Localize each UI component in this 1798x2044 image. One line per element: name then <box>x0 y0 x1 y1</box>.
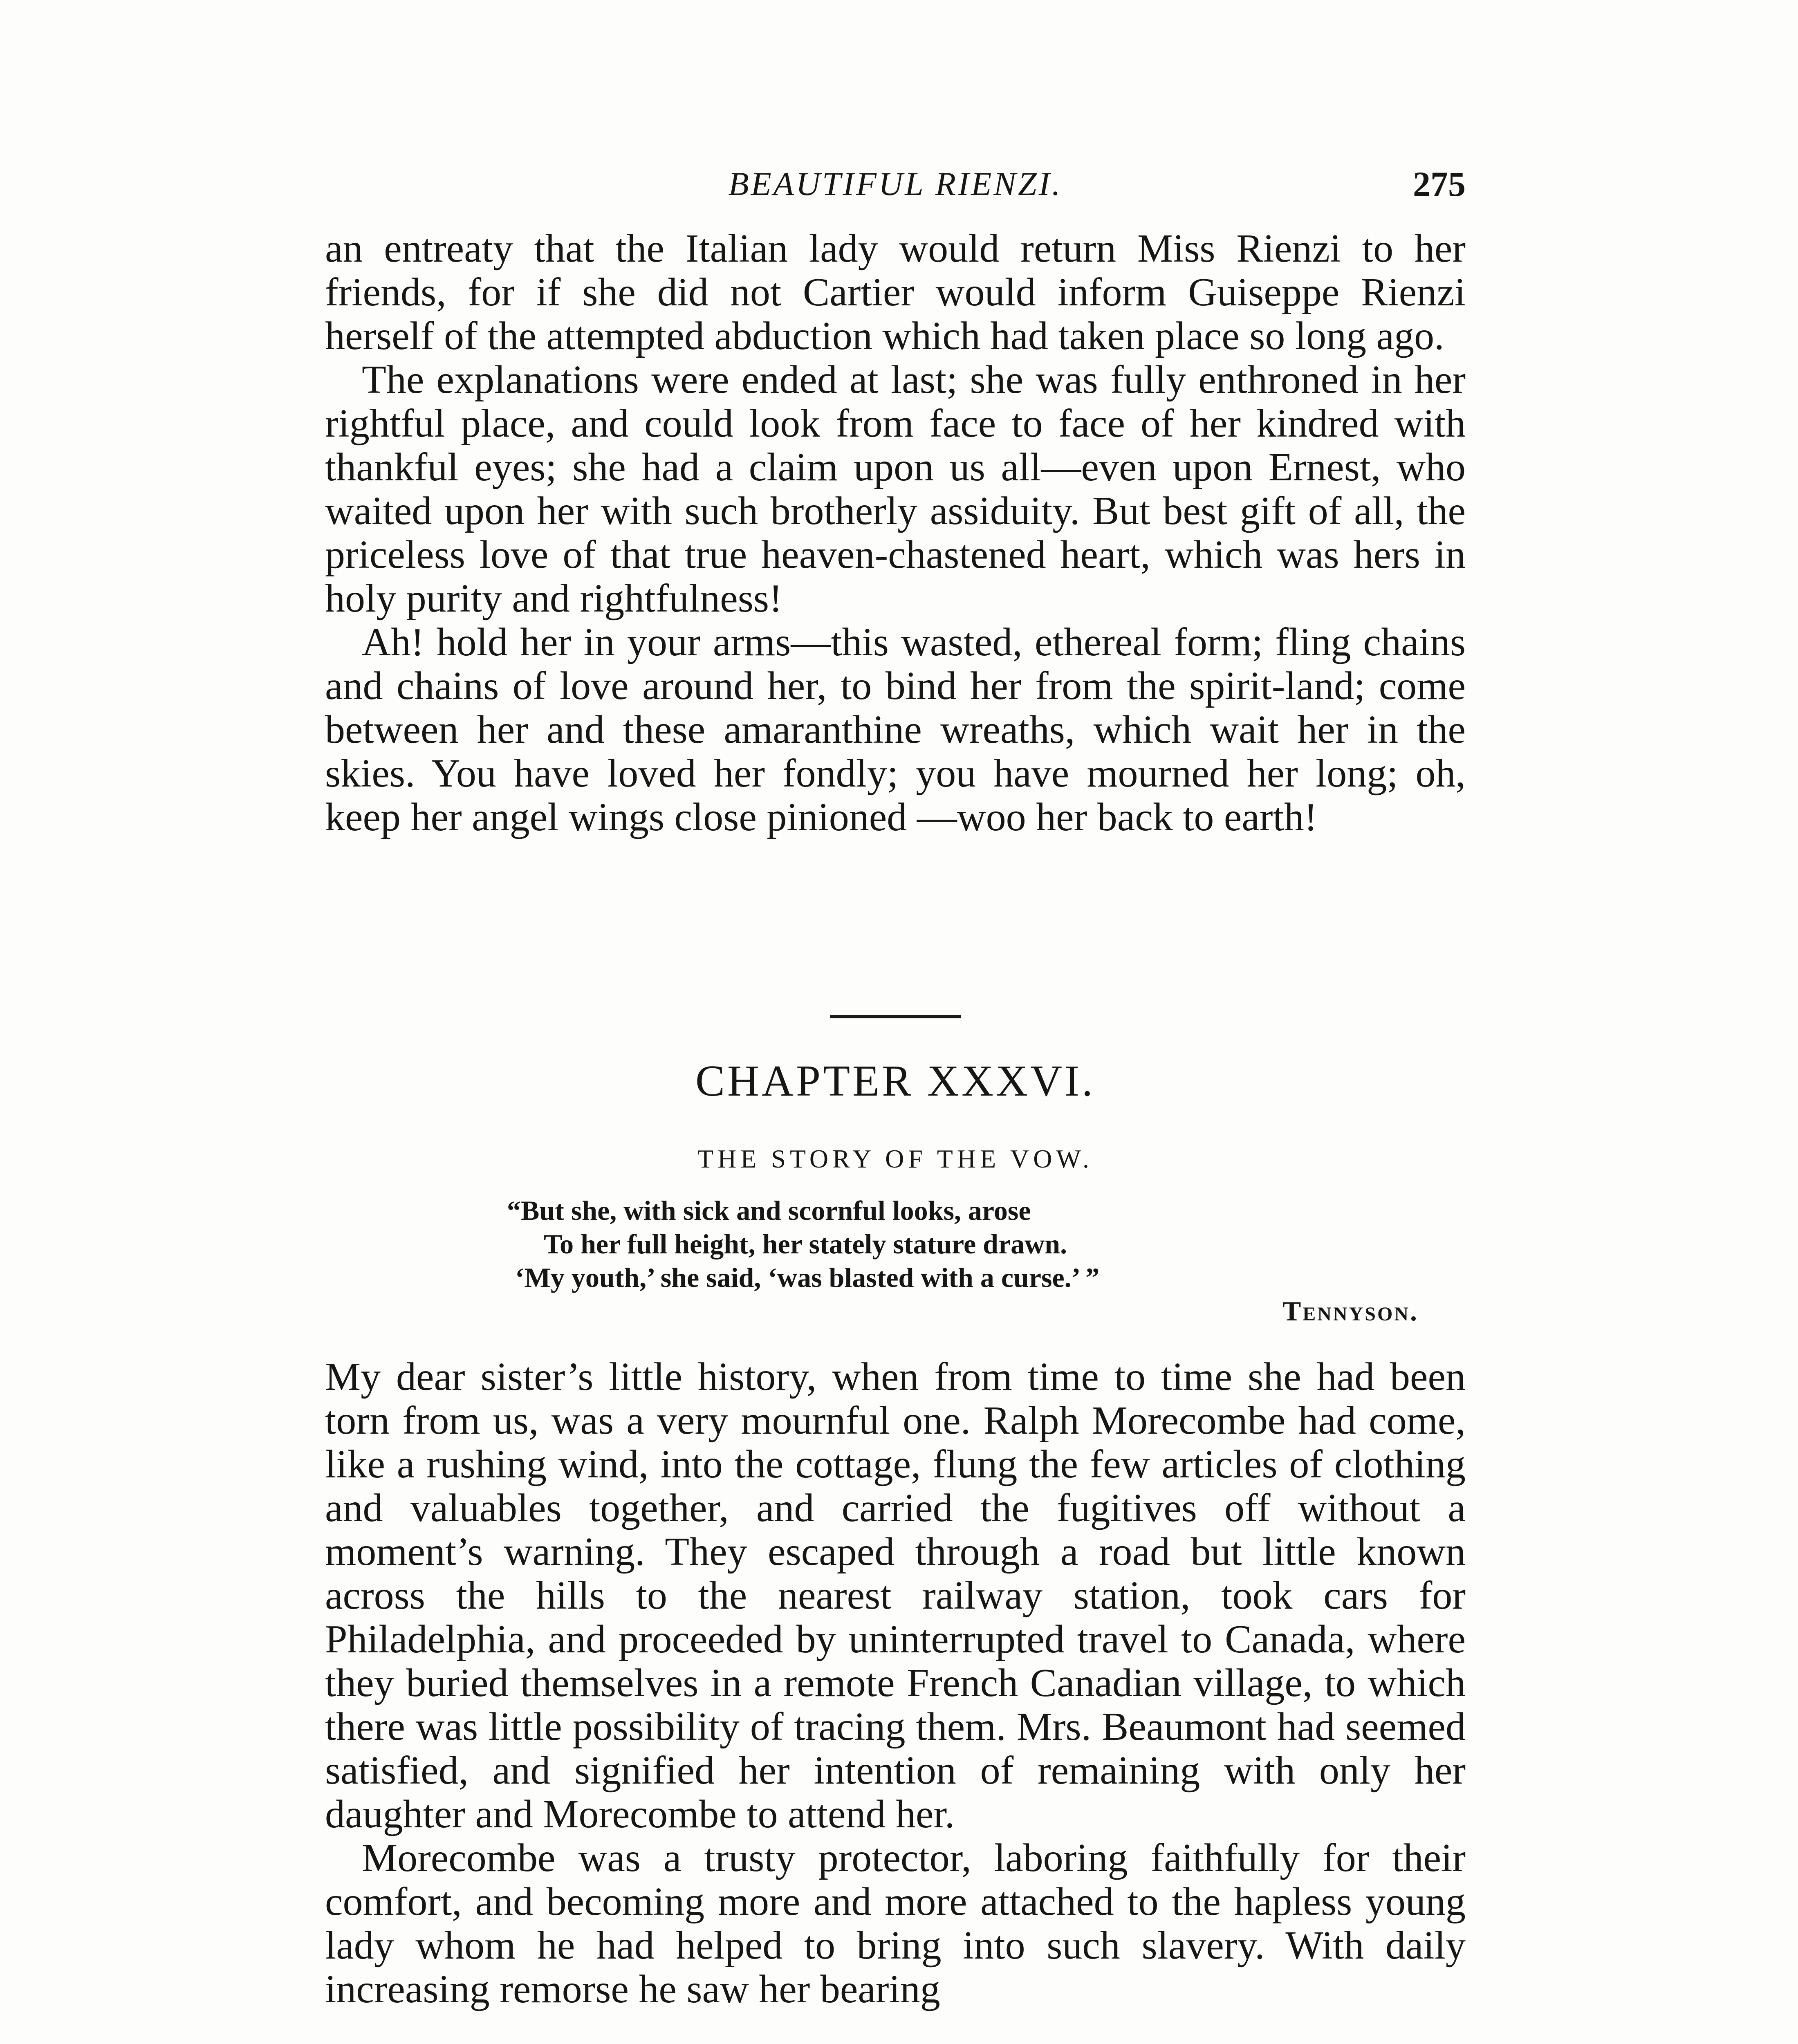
paragraph: Morecombe was a trusty protector, laboring faithfully for their comfort, and becoming more and more attached to the hapless young lady whom he had helped to bring into such slavery. With daily increasing remorse he saw her bearing <box>325 1836 1466 2011</box>
paragraph: The explanations were ended at last; she was fully enthroned in her rightful place, and could look from face to face of her kindred with thankful eyes; she had a claim upon us all—even upon Ernest, who waited upon her with such brotherly assiduity. But best gift of all, the priceless love of that true heaven-chastened heart, which was hers in holy purity and rightfulness! <box>325 358 1466 621</box>
section-divider <box>830 1015 961 1018</box>
epigraph <box>507 1194 1419 1328</box>
epigraph-line: To her full height, her stately stature drawn. <box>544 1228 1067 1260</box>
bottom-text-block <box>325 1355 1466 2011</box>
paragraph: Ah! hold her in your arms—this wasted, ethereal form; fling chains and chains of love around her, to bind her from the spirit-land; come between her and these amaranthine wreaths, which wait her in the skies. You have loved her fondly; you have mourned her long; oh, keep her angel wings close pinioned —woo her back to earth! <box>325 620 1466 839</box>
paragraph: an entreaty that the Italian lady would return Miss Rienzi to her friends, for if she did not Cartier would inform Guiseppe Rienzi herself of the attempted abduction which had taken place so long ago. <box>325 226 1466 358</box>
chapter-heading: CHAPTER XXXVI. <box>695 1057 1095 1105</box>
paragraph: My dear sister’s little history, when from time to time she had been torn from us, was a very mournful one. Ralph Morecombe had come, like a rushing wind, into the cottage, flung the few articles of clothing and valuables together, and carried the fugitives off without a moment’s warning. They escaped through a road but little known across the hills to the nearest railway station, took cars for Philadelphia, and proceeded by uninterrupted travel to Canada, where they buried themselves in a remote French Canadian village, to which there was little possibility of tracing them. Mrs. Beaumont had seemed satisfied, and signified her intention of remaining with only her daughter and Morecombe to attend her. <box>325 1355 1466 1836</box>
epigraph-line: “But she, with sick and scornful looks, arose <box>507 1195 1031 1226</box>
top-text-block <box>325 227 1466 839</box>
page-header <box>325 161 1466 206</box>
chapter-subtitle: THE STORY OF THE VOW. <box>697 1144 1094 1173</box>
running-title: BEAUTIFUL RIENZI. <box>728 165 1063 202</box>
epigraph-line: ‘My youth,’ she said, ‘was blasted with a curse.’ ” <box>515 1262 1100 1293</box>
page-number: 275 <box>1413 164 1466 204</box>
epigraph-attribution: Tennyson. <box>1282 1295 1419 1327</box>
